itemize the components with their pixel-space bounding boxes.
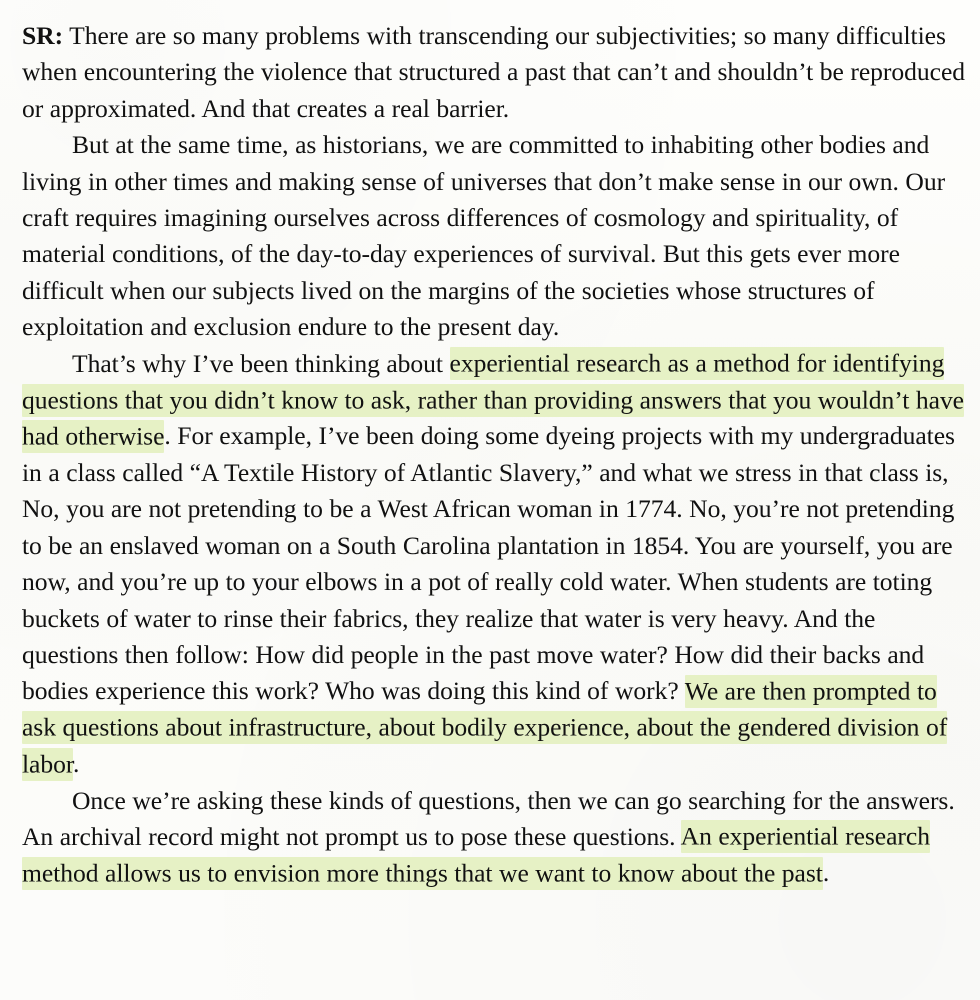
highlighted-text: We are then prompted to ask questions about infrastructure, about bodily experience, about the gendered division of labor bbox=[22, 675, 947, 781]
text-run: There are so many problems with transcending our subjectivities; so many difficulties when encountering the violence that structured a past that can’t and shouldn’t be reproduced or approximated. And that creates a real barrier. bbox=[22, 21, 965, 123]
paragraph bbox=[22, 783, 965, 892]
text-run: . bbox=[822, 858, 830, 888]
text-run: But at the same time, as historians, we are committed to inhabiting other bodies and living in other times and making sense of universes that don’t make sense in our own. Our craft requires imagining ourselves across differences of cosmology and spirituality, of material conditions, of the day-to-day experiences of survival. But this gets ever more difficult when our subjects lived on the margins of the societies whose structures of exploitation and exclusion endure to the present day. bbox=[22, 130, 946, 342]
text-run: Once we’re asking these kinds of questions, then we can go searching for the answers. An archival record might not prompt us to pose these questions. bbox=[22, 785, 955, 851]
highlighted-text: An experiential research method allows us to envision more things that we want to know about the past bbox=[22, 820, 930, 889]
transcript-text-body bbox=[22, 18, 965, 892]
paragraph bbox=[22, 127, 965, 345]
speaker-label: SR: bbox=[22, 21, 64, 50]
text-run: That’s why I’ve been thinking about bbox=[72, 348, 450, 378]
highlighted-text: experiential research as a method for identifying questions that you didn’t know to ask, rather than providing answers that you wouldn’t have had otherwise bbox=[22, 347, 964, 453]
paragraph bbox=[22, 18, 965, 127]
text-run: . bbox=[72, 749, 80, 779]
paragraph bbox=[22, 346, 965, 783]
text-run: . For example, I’ve been doing some dyeing projects with my undergraduates in a class called “A Textile History of Atlantic Slavery,” and what we stress in that class is, No, you are not pretending to be a West African woman in 1774. No, you’re not pretending to be an enslaved woman on a South Carolina plantation in 1854. You are yourself, you are now, and you’re up to your elbows in a pot of really cold water. When students are toting buckets of water to rinse their fabrics, they realize that water is very heavy. And the questions then follow: How did people in the past move water? How did their backs and bodies experience this work? Who was doing this kind of work? bbox=[22, 421, 955, 706]
